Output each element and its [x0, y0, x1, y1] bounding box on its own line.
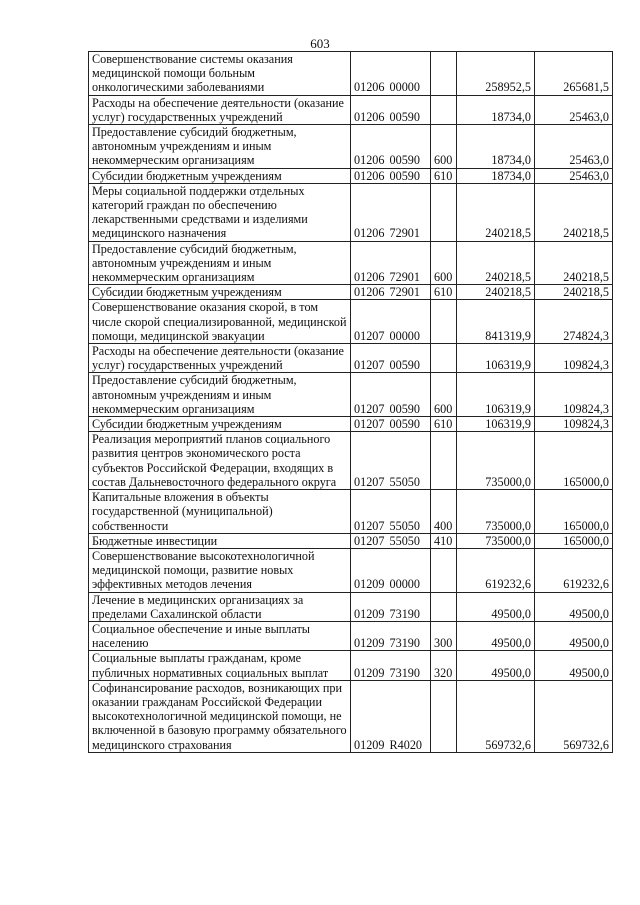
amount-year-1-cell: 569732,6 — [457, 680, 535, 752]
table-row — [89, 344, 613, 373]
table-row — [89, 95, 613, 124]
expense-type-code-cell: 610 — [431, 285, 457, 300]
amount-year-1-cell: 841319,9 — [457, 300, 535, 344]
expense-name-cell: Предоставление субсидий бюджетным, автономным учреждениям и иным некоммерческим организациям — [89, 125, 351, 169]
expense-type-code-cell — [431, 680, 457, 752]
expense-name-cell: Совершенствование системы оказания медицинской помощи больным онкологическими заболеваниями — [89, 52, 351, 96]
amount-year-1-cell: 106319,9 — [457, 417, 535, 432]
expense-type-code-cell — [431, 52, 457, 96]
target-article-code-cell: 01207 55050 — [351, 490, 431, 534]
expense-type-code-cell — [431, 344, 457, 373]
amount-year-1-cell: 49500,0 — [457, 651, 535, 680]
expense-type-code-cell: 600 — [431, 241, 457, 285]
amount-year-1-cell: 735000,0 — [457, 533, 535, 548]
table-row — [89, 125, 613, 169]
table-row — [89, 432, 613, 490]
expense-name-cell: Софинансирование расходов, возникающих при оказании гражданам Российской Федерации высокотехнологичной медицинской помощи, не включенной в базовую программу обязательного медицинского страхования — [89, 680, 351, 752]
table-row — [89, 548, 613, 592]
amount-year-2-cell: 569732,6 — [535, 680, 613, 752]
expense-name-cell: Предоставление субсидий бюджетным, автономным учреждениям и иным некоммерческим организациям — [89, 373, 351, 417]
amount-year-1-cell: 240218,5 — [457, 183, 535, 241]
amount-year-2-cell: 109824,3 — [535, 417, 613, 432]
amount-year-2-cell: 25463,0 — [535, 95, 613, 124]
expense-name-cell: Бюджетные инвестиции — [89, 533, 351, 548]
target-article-code-cell: 01207 00590 — [351, 417, 431, 432]
expense-name-cell: Социальные выплаты гражданам, кроме публичных нормативных социальных выплат — [89, 651, 351, 680]
expense-name-cell: Предоставление субсидий бюджетным, автономным учреждениям и иным некоммерческим организациям — [89, 241, 351, 285]
table-row — [89, 300, 613, 344]
amount-year-1-cell: 18734,0 — [457, 95, 535, 124]
table-row — [89, 592, 613, 621]
amount-year-2-cell: 49500,0 — [535, 592, 613, 621]
expense-type-code-cell: 300 — [431, 621, 457, 650]
table-row — [89, 241, 613, 285]
target-article-code-cell: 01207 00000 — [351, 300, 431, 344]
target-article-code-cell: 01206 00590 — [351, 125, 431, 169]
target-article-code-cell: 01206 72901 — [351, 183, 431, 241]
expense-name-cell: Совершенствование высокотехнологичной медицинской помощи, развитие новых эффективных методов лечения — [89, 548, 351, 592]
expense-type-code-cell: 410 — [431, 533, 457, 548]
target-article-code-cell: 01206 00590 — [351, 95, 431, 124]
table-row — [89, 417, 613, 432]
expense-type-code-cell: 600 — [431, 125, 457, 169]
table-row — [89, 621, 613, 650]
amount-year-2-cell: 165000,0 — [535, 490, 613, 534]
expense-type-code-cell — [431, 592, 457, 621]
target-article-code-cell: 01206 72901 — [351, 285, 431, 300]
amount-year-1-cell: 258952,5 — [457, 52, 535, 96]
target-article-code-cell: 01209 73190 — [351, 592, 431, 621]
amount-year-2-cell: 109824,3 — [535, 373, 613, 417]
amount-year-2-cell: 49500,0 — [535, 651, 613, 680]
amount-year-1-cell: 18734,0 — [457, 168, 535, 183]
amount-year-2-cell: 265681,5 — [535, 52, 613, 96]
amount-year-2-cell: 25463,0 — [535, 125, 613, 169]
table-row — [89, 168, 613, 183]
amount-year-2-cell: 165000,0 — [535, 533, 613, 548]
target-article-code-cell: 01209 00000 — [351, 548, 431, 592]
table-row — [89, 680, 613, 752]
amount-year-2-cell: 240218,5 — [535, 285, 613, 300]
amount-year-2-cell: 109824,3 — [535, 344, 613, 373]
expense-name-cell: Меры социальной поддержки отдельных категорий граждан по обеспечению лекарственными средствами и изделиями медицинского назначения — [89, 183, 351, 241]
expense-type-code-cell: 610 — [431, 168, 457, 183]
expense-name-cell: Совершенствование оказания скорой, в том числе скорой специализированной, медицинской помощи, медицинской эвакуации — [89, 300, 351, 344]
expense-type-code-cell: 610 — [431, 417, 457, 432]
budget-table-body — [89, 52, 613, 753]
expense-name-cell: Капитальные вложения в объекты государственной (муниципальной) собственности — [89, 490, 351, 534]
amount-year-1-cell: 49500,0 — [457, 621, 535, 650]
expense-type-code-cell: 400 — [431, 490, 457, 534]
expense-type-code-cell: 600 — [431, 373, 457, 417]
target-article-code-cell: 01206 00590 — [351, 168, 431, 183]
amount-year-1-cell: 619232,6 — [457, 548, 535, 592]
expense-type-code-cell — [431, 548, 457, 592]
expense-name-cell: Реализация мероприятий планов социального развития центров экономического роста субъектов Российской Федерации, входящих в состав Дальневосточного федерального округа — [89, 432, 351, 490]
expense-name-cell: Лечение в медицинских организациях за пределами Сахалинской области — [89, 592, 351, 621]
expense-type-code-cell — [431, 432, 457, 490]
target-article-code-cell: 01209 73190 — [351, 651, 431, 680]
amount-year-2-cell: 25463,0 — [535, 168, 613, 183]
amount-year-1-cell: 240218,5 — [457, 285, 535, 300]
amount-year-2-cell: 49500,0 — [535, 621, 613, 650]
amount-year-2-cell: 619232,6 — [535, 548, 613, 592]
table-row — [89, 285, 613, 300]
amount-year-2-cell: 165000,0 — [535, 432, 613, 490]
table-row — [89, 490, 613, 534]
target-article-code-cell: 01207 55050 — [351, 432, 431, 490]
target-article-code-cell: 01207 00590 — [351, 344, 431, 373]
budget-table — [88, 51, 613, 753]
target-article-code-cell: 01209 R4020 — [351, 680, 431, 752]
amount-year-1-cell: 106319,9 — [457, 373, 535, 417]
expense-name-cell: Расходы на обеспечение деятельности (оказание услуг) государственных учреждений — [89, 344, 351, 373]
target-article-code-cell: 01206 72901 — [351, 241, 431, 285]
amount-year-2-cell: 240218,5 — [535, 241, 613, 285]
expense-name-cell: Расходы на обеспечение деятельности (оказание услуг) государственных учреждений — [89, 95, 351, 124]
table-row — [89, 533, 613, 548]
amount-year-1-cell: 735000,0 — [457, 490, 535, 534]
amount-year-2-cell: 240218,5 — [535, 183, 613, 241]
expense-type-code-cell — [431, 183, 457, 241]
table-row — [89, 651, 613, 680]
amount-year-1-cell: 49500,0 — [457, 592, 535, 621]
table-row — [89, 183, 613, 241]
amount-year-1-cell: 240218,5 — [457, 241, 535, 285]
amount-year-2-cell: 274824,3 — [535, 300, 613, 344]
target-article-code-cell: 01209 73190 — [351, 621, 431, 650]
expense-type-code-cell — [431, 300, 457, 344]
amount-year-1-cell: 106319,9 — [457, 344, 535, 373]
page-number: 603 — [310, 36, 330, 51]
expense-name-cell: Субсидии бюджетным учреждениям — [89, 285, 351, 300]
target-article-code-cell: 01207 00590 — [351, 373, 431, 417]
amount-year-1-cell: 735000,0 — [457, 432, 535, 490]
table-row — [89, 373, 613, 417]
target-article-code-cell: 01207 55050 — [351, 533, 431, 548]
expense-type-code-cell: 320 — [431, 651, 457, 680]
expense-name-cell: Субсидии бюджетным учреждениям — [89, 417, 351, 432]
table-row — [89, 52, 613, 96]
expense-name-cell: Социальное обеспечение и иные выплаты населению — [89, 621, 351, 650]
expense-name-cell: Субсидии бюджетным учреждениям — [89, 168, 351, 183]
target-article-code-cell: 01206 00000 — [351, 52, 431, 96]
amount-year-1-cell: 18734,0 — [457, 125, 535, 169]
expense-type-code-cell — [431, 95, 457, 124]
